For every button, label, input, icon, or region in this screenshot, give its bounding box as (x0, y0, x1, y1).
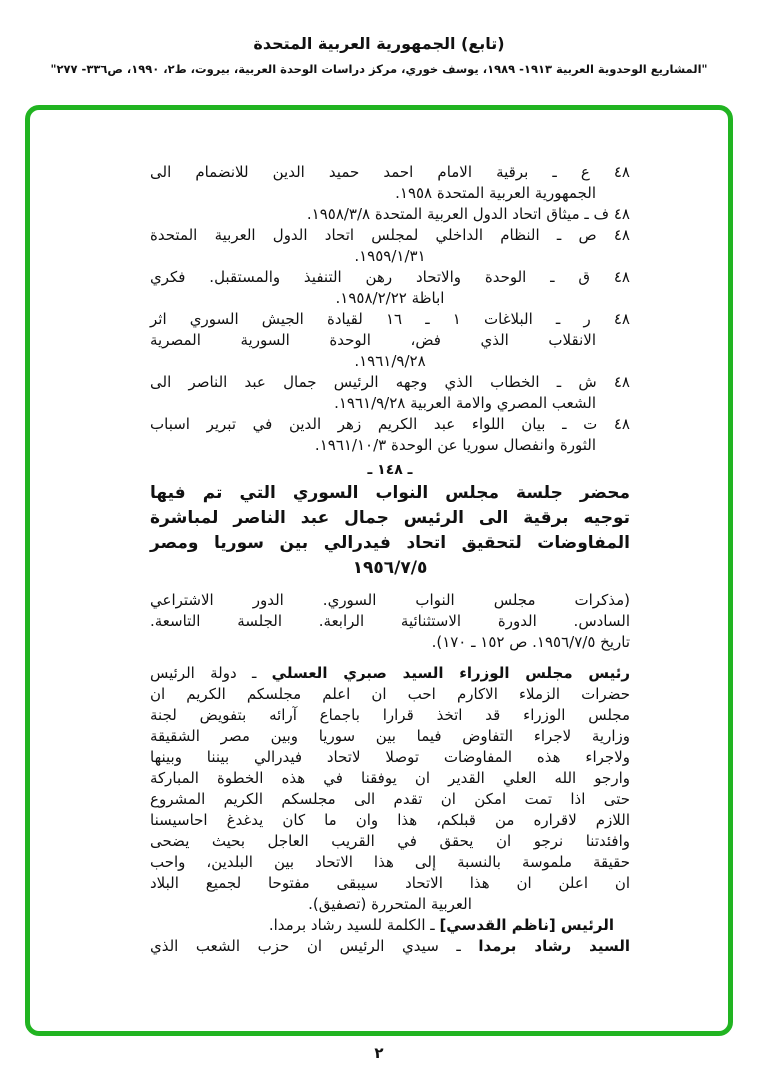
index-entry-line: ٤٨ ش ـ الخطاب الذي وجهه الرئيس جمال عبد الناصر الى (150, 373, 630, 391)
index-entry-line: الانقلاب الذي فض، الوحدة السورية المصرية (150, 331, 596, 349)
index-entry-line: اباظة ١٩٥٨/٢/٢٢. (335, 289, 445, 307)
document-content (150, 162, 630, 957)
speech-line: وزارية لاجراء التفاوض فيما بين سوريا وبين مصر الشقيقة (150, 727, 630, 745)
speech-line: حضرات الزملاء الاكارم احب ان اعلم مجلسكم الكريم ان (150, 685, 630, 703)
page-number: ٢ (374, 1044, 384, 1062)
document-title-line: توجيه برقية الى الرئيس جمال عبد الناصر لمباشرة (150, 508, 630, 528)
speaker-name: السيد رشاد برمدا (478, 937, 631, 955)
speech-line: ان اعلن ان هذا الاتحاد سيبقى مفتوحا لجميع البلاد (150, 874, 630, 892)
index-entry-line: ٤٨ ص ـ النظام الداخلي لمجلس اتحاد الدول العربية المتحدة (150, 226, 630, 244)
continuation-title: (تابع) الجمهورية العربية المتحدة (253, 34, 505, 53)
index-entry-line: ٤٨ ف ـ ميثاق اتحاد الدول العربية المتحدة ١٩٥٨/٣/٨. (306, 205, 630, 223)
speech-line: ولاجراء هذه المفاوضات توصلا لاتحاد فيدرالي بيننا وبينها (150, 748, 630, 766)
index-entry-line: ٤٨ ق ـ الوحدة والاتحاد رهن التنفيذ والمستقبل. فكري (150, 268, 630, 286)
speech-line: وارجو الله العلي القدير ان يوفقنا في هذه الخطوة المباركة (150, 769, 630, 787)
document-title-date: ١٩٥٦/٧/٥ (352, 558, 428, 578)
dialogue-line (150, 936, 630, 957)
dialogue (150, 915, 630, 957)
index-entry-line: ١٩٥٩/١/٣١. (354, 247, 426, 265)
dialogue-text: ـ الكلمة للسيد رشاد برمدا. (268, 916, 440, 934)
speech-line: اللازم لاقراره من قبلكم، هذا وان ما كان يدغدغ احاسيسنا (150, 811, 630, 829)
speech-intro-line (150, 663, 630, 684)
green-border-frame (25, 105, 733, 1036)
reference-line: (مذكرات مجلس النواب السوري. الدور الاشتراعي (150, 591, 630, 609)
speaker-name: رئيس مجلس الوزراء السيد صبري العسلي (271, 664, 630, 682)
spacer (150, 653, 630, 663)
document-title-line: المفاوضات لتحقيق اتحاد فيدرالي بين سوريا ومصر (150, 533, 630, 553)
index-entry-line: ٤٨ ر ـ البلاغات ١ ـ ١٦ لقيادة الجيش السوري اثر (150, 310, 630, 328)
speech-text: ـ دولة الرئيس (150, 664, 272, 682)
document-title (150, 481, 630, 581)
speech-paragraph (150, 663, 630, 915)
speech-line: حتى اذا تمت امكن ان تقدم الى مجلسكم الكريم المشروع (150, 790, 630, 808)
source-citation: "المشاريع الوحدوية العربية ١٩١٣- ١٩٨٩، يوسف خوري، مركز دراسات الوحدة العربية، بيروت، ط٢، ١٩٩٠، ص٣٣٦- ٢٧٧" (50, 62, 708, 76)
index-list (150, 162, 630, 456)
spacer (150, 581, 630, 590)
index-entry-line: الشعب المصري والامة العربية ١٩٦١/٩/٢٨. (334, 394, 596, 412)
index-entry-line: الجمهورية العربية المتحدة ١٩٥٨. (395, 184, 596, 202)
dialogue-line (150, 915, 614, 936)
document-title-line: محضر جلسة مجلس النواب السوري التي تم فيها (150, 483, 630, 503)
reference-line: تاريخ ١٩٥٦/٧/٥. ص ١٥٢ ـ ١٧٠). (431, 633, 630, 651)
index-entry-line: الثورة وانفصال سوريا عن الوحدة ١٩٦١/١٠/٣. (314, 436, 596, 454)
index-entry-line: ٤٨ ع ـ برقية الامام احمد حميد الدين للانضمام الى (150, 163, 630, 181)
speech-line: العربية المتحررة (تصفيق). (308, 895, 472, 913)
index-entry-line: ٤٨ ت ـ بيان اللواء عبد الكريم زهر الدين في تبرير اسباب (150, 415, 630, 433)
reference-line: السادس. الدورة الاستثنائية الرابعة. الجلسة التاسعة. (150, 612, 630, 630)
section-number: ـ ١٤٨ ـ (367, 462, 413, 478)
dialogue-text: ـ سيدي الرئيس ان حزب الشعب الذي (150, 937, 479, 955)
index-entry-line: ١٩٦١/٩/٢٨. (354, 352, 426, 370)
speech-line: مجلس الوزراء قد اتخذ قرارا باجماع آرائه بتفويض لجنة (150, 706, 630, 724)
reference-note (150, 590, 630, 653)
speech-line: وافئدتنا نرجو ان يحقق في القريب العاجل بحيث يضحى (150, 832, 630, 850)
speaker-name: الرئيس [ناظم القدسي] (439, 916, 614, 934)
speech-line: حقيقة ملموسة بالنسبة إلى هذا الاتحاد بين البلدين، واحب (150, 853, 630, 871)
